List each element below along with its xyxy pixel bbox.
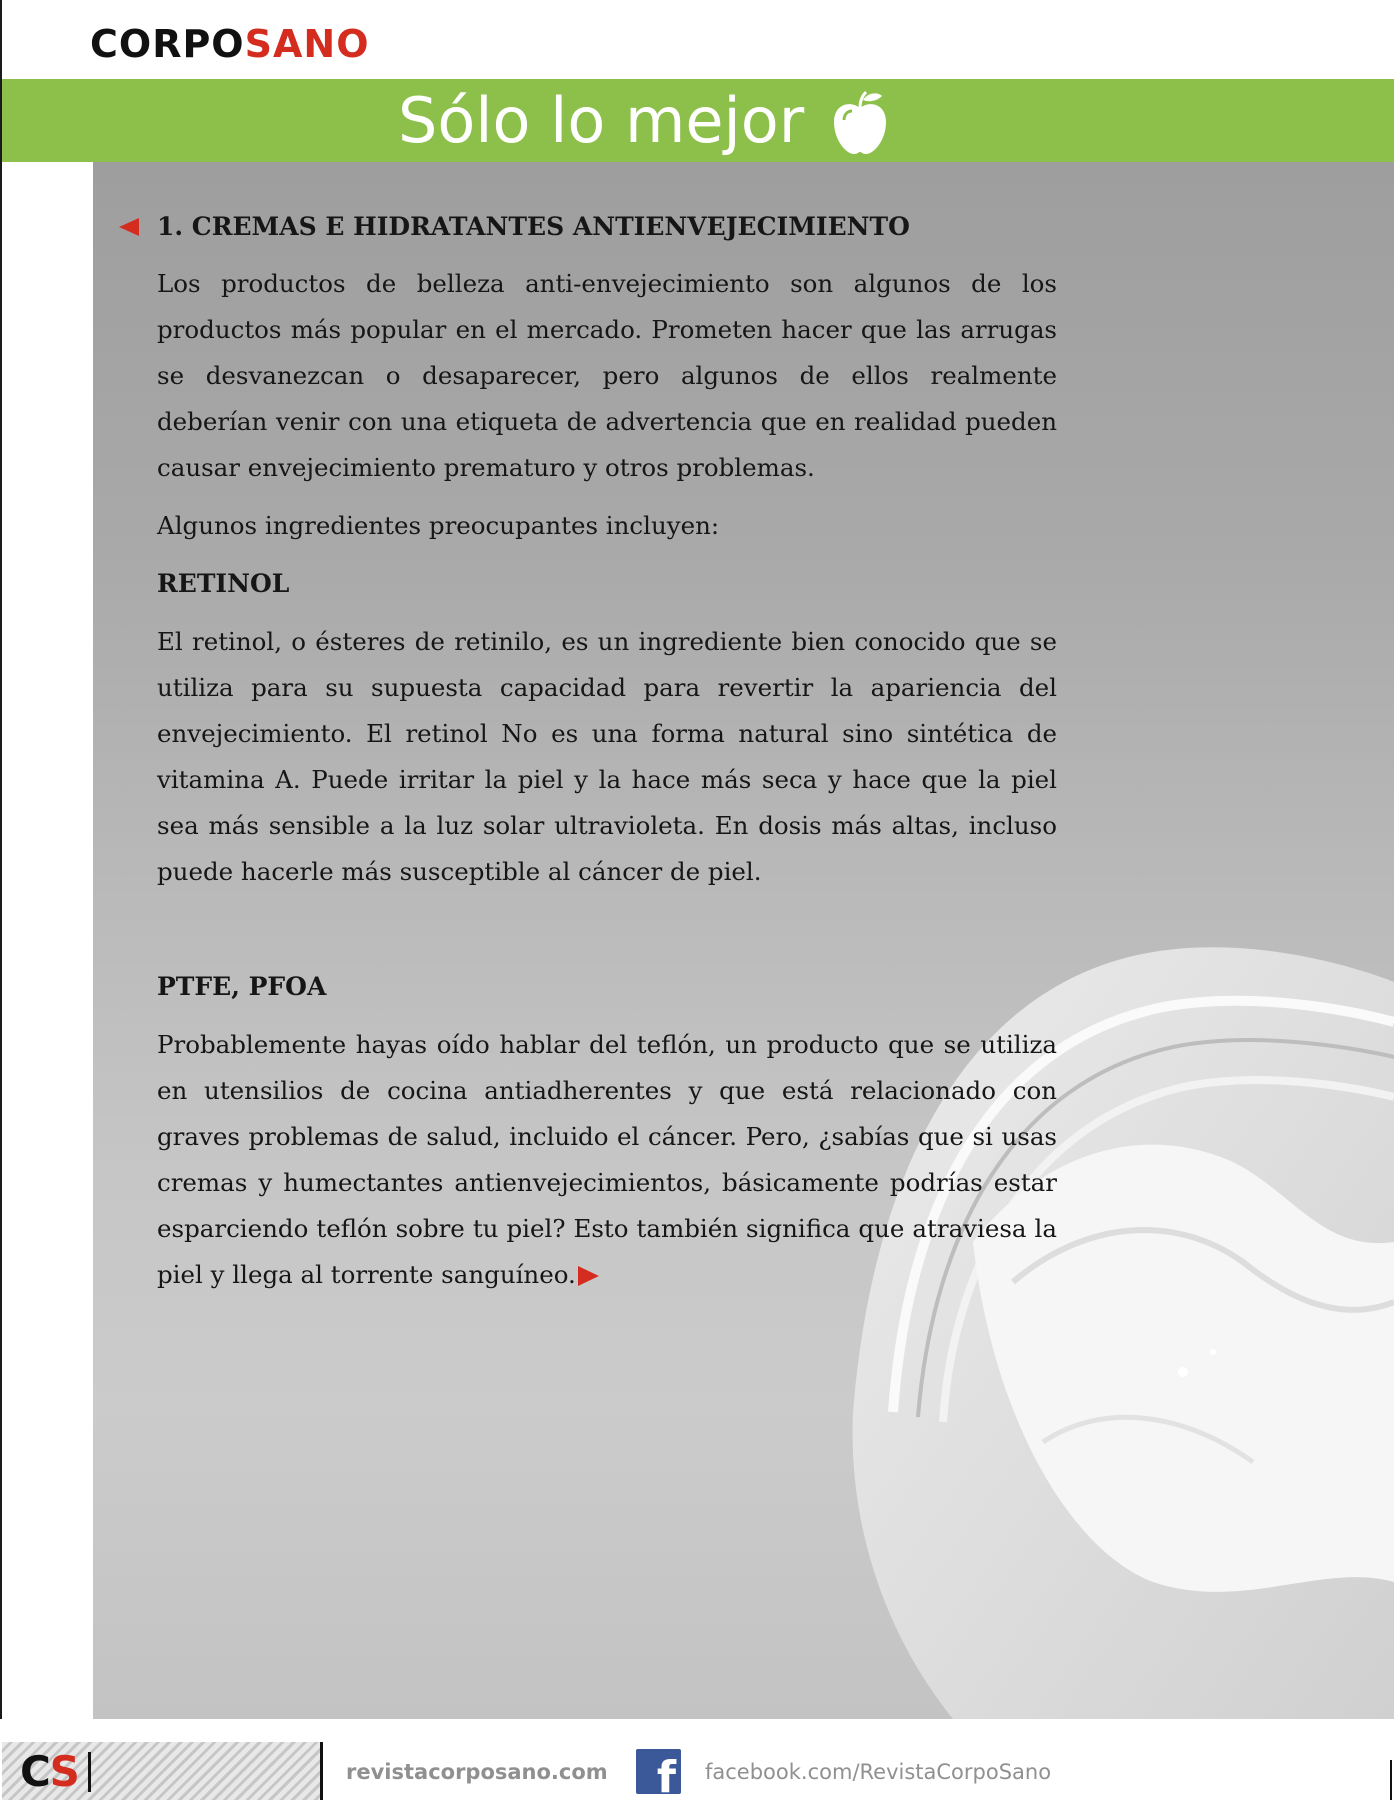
logo-corpo-text: CORPO [90,22,245,66]
right-border-rule [1390,1760,1392,1800]
left-border-rule [0,0,2,1800]
article-heading [157,205,1057,249]
intro-paragraph: Los productos de belleza anti-envejecimiento son algunos de los productos más popular en el mercado. Prometen hacer que las arrugas se desvanezcan o desaparecer, pero algunos de ellos realmente deberían venir con una etiqueta de advertencia que en realidad pueden causar envejecimiento prematuro y otros problemas. [157,269,1057,482]
continue-arrow-icon [578,1266,599,1286]
website-link[interactable]: revistacorposano.com [346,1760,608,1784]
cs-logo-divider [88,1752,91,1792]
facebook-icon[interactable] [636,1749,681,1794]
section-body-ptfe-pfoa-text: Probablemente hayas oído hablar del teflón, un producto que se utiliza en utensilios de cocina antiadherentes y que está relacionado con graves problemas de salud, incluido el cáncer. Pero, ¿sabías que si usas cremas y humectantes antienvejecimientos, básicamente podrías estar esparciendo teflón sobre tu piel? Esto también significa que atraviesa la piel y llega al torrente sanguíneo. [157,1030,1057,1289]
cs-logo-c: C [20,1747,50,1796]
section-body-retinol: El retinol, o ésteres de retinilo, es un ingrediente bien conocido que se utiliza para su supuesta capacidad para revertir la apariencia del envejecimiento. El retinol No es una forma natural sino sintética de vitamina A. Puede irritar la piel y la hace más seca y hace que la piel sea más sensible a la luz solar ultravioleta. En dosis más altas, incluso puede hacerle más susceptible al cáncer de piel. [157,627,1057,886]
section-body-ptfe-pfoa [157,1022,1057,1298]
section-title-ptfe-pfoa: PTFE, PFOA [157,972,327,1001]
corposano-logo [90,20,370,68]
logo-sano-text: SANO [244,22,370,66]
heading-arrow-icon [119,218,139,236]
article-heading-text: 1. CREMAS E HIDRATANTES ANTIENVEJECIMIENTO [157,212,910,241]
ingredients-lead-in: Algunos ingredientes preocupantes incluyen: [157,511,720,540]
apple-icon [830,90,890,156]
section-spacer [157,895,1057,952]
cs-logo-s: S [49,1747,78,1796]
article-body [157,205,1057,1298]
cs-footer-logo [20,1744,78,1800]
facebook-link[interactable]: facebook.com/RevistaCorpoSano [705,1760,1052,1784]
facebook-icon-glyph: f [656,1752,676,1794]
banner-title: Sólo lo mejor [398,84,805,157]
footer-divider [320,1742,323,1800]
section-title-retinol: RETINOL [157,569,290,598]
